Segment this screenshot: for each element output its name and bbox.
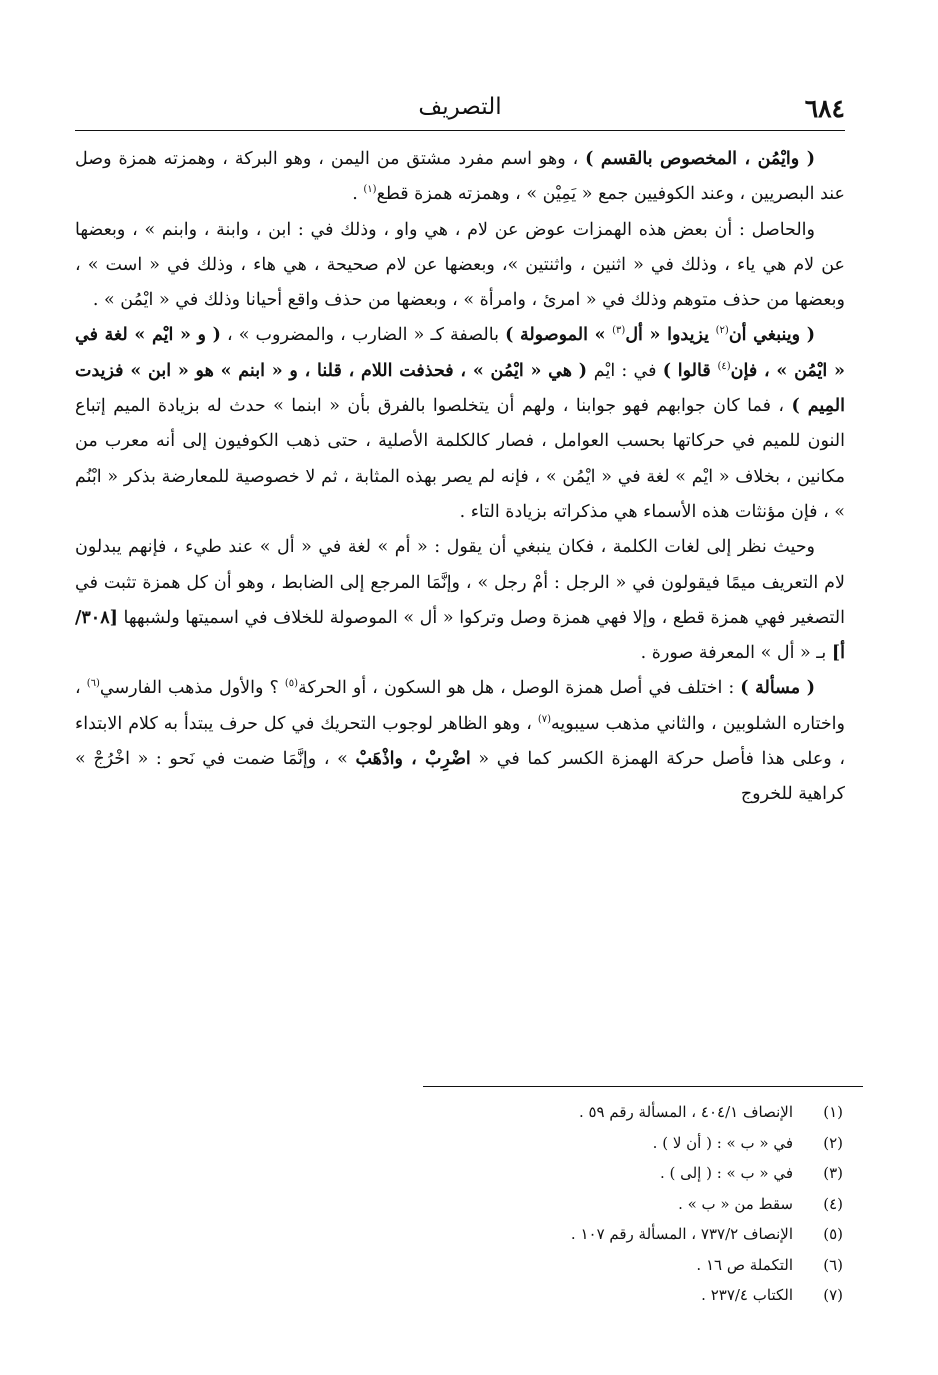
footnote-text: التكملة ص ١٦ . [696,1255,793,1274]
bold-term: ( وينبغي أن [728,325,815,346]
bold-term: يزيدوا « أل [625,325,716,346]
footnotes [243,1097,843,1311]
text-run: ، وهو الظاهر لوجوب التحريك في كل حرف يبتدأ به كلام الابتداء ، وعلى هذا فأصل حركة الهمزة الكسر كما في « [75,713,845,770]
running-title: التصريف [418,94,502,120]
footnote-number: (٦) [823,1255,843,1274]
page-number: ٦٨٤ [804,94,845,123]
footnote-item [243,1128,843,1159]
footnote-number: (٤) [823,1194,843,1213]
footnote-item [243,1280,843,1311]
text-run: : اختلف في أصل همزة الوصل ، هل هو السكون ، أو الحركة [298,678,741,699]
footnote-number: (٥) [823,1225,843,1243]
bold-term: ( و « ايْم » لغة في « ايْمُن » ، فإن [75,325,845,381]
footnote-text: سقط من « ب » . [678,1194,793,1213]
footnote-marker: (١) [363,184,377,196]
paragraph-question [75,671,845,812]
footnote-item [243,1219,843,1250]
footnote-marker: (٣) [612,325,626,337]
footnote-text: في « ب » : ( أن لا ) . [652,1133,793,1152]
footnote-marker: (٦) [86,678,100,690]
footnote-item [243,1158,843,1189]
bold-term: اضْرِبْ ، واذْهَبْ [355,749,471,770]
bold-term: ( هي « ايْمُن » ، فحذفت اللام ، قلنا ، و « ابنم » هو « ابن » فزيدت المِيم ) [75,360,845,417]
text-run: ، فما كان جوابهم فهو جوابنا ، ولهم أن يتخلصوا بالفرق بأن « ابنما » حدث له بزيادة الميم إتباع النون للميم في حركاتها بحسب العوامل ، فصار كالكلمة الأصلية ، حتى ذهب الكوفيون إلى أنه معرب من مكانين ، بخلاف « ايْم » لغة في « ايْمُن » ، فإنه لم يصر بهذه المثابة ، ثم لا خصوصية للمعارضة بذكر « ابْنُم » ، فإن مؤنثات هذه الأسماء هي مذكراته بزيادة التاء . [75,396,845,522]
footnote-text: الإنصاف ٧٣٧/٢ ، المسألة رقم ١٠٧ . [570,1225,793,1243]
text-run: بـ « أل » المعرفة صورة . [640,643,832,664]
text-run: ، وهو اسم مفرد مشتق من اليمن ، وهو البركة ، وهمزته همزة وصل عند البصريين ، وعند الكوفيين جمع « يَمِيْن » ، وهمزته همزة قطع [75,149,845,205]
paragraph-al-relative [75,318,845,530]
footnote-item [243,1189,843,1220]
footnote-item [243,1250,843,1281]
text-run: ؟ والأول مذهب الفارسي [99,678,285,699]
footnote-number: (٣) [823,1164,843,1182]
paragraph-conclusion: والحاصل : أن بعض هذه الهمزات عوض عن لام ، هي واو ، وذلك في : ابن ، وابنة ، وابنم » ، وبعضها عن لام هي ياء ، وذلك في « اثنين ، واثنتين »، وبعضها عن لام صحيحة ، هي هاء ، وذلك في « است » ، وبعضها من حذف متوهم وذلك في « امرئ ، وامرأة » ، وبعضها من حذف واقع أحيانا وذلك في « ايْمُن » . [75,219,845,311]
footnote-number: (٢) [823,1133,843,1152]
text-run: بالصفة كـ « الضارب ، والمضروب » ، [220,325,506,346]
bold-term: قالوا ) [662,360,718,381]
footnote-text: الإنصاف ٤٠٤/١ ، المسألة رقم ٥٩ . [578,1103,793,1121]
footnote-text: في « ب » : ( إلى ) . [659,1164,793,1182]
footnote-marker: (٢) [715,325,729,337]
footnote-text: الكتاب ٢٣٧/٤ . [701,1286,793,1304]
paragraph-language-variants [75,530,845,671]
manuscript-reference: [٣٠٨/أ] [75,607,845,664]
footnote-item [243,1097,843,1128]
main-text [75,142,845,1092]
footnote-marker: (٧) [537,713,552,725]
page-header [75,90,845,131]
bold-term: ( مسألة ) [740,678,816,699]
text-run: . [352,184,364,205]
footnote-number: (١) [823,1103,843,1121]
footnote-marker: (٤) [717,360,731,372]
paragraph-ayman [75,142,845,213]
text-run: في : ايْم [593,360,663,381]
bold-term: » الموصولة ) [505,325,613,346]
text-run: » ، وإنَّمَا ضمت في نَحو : « اخْرُجْ » كراهية للخروج [75,749,845,805]
footnote-separator [423,1086,863,1087]
footnote-number: (٧) [823,1286,843,1304]
footnote-marker: (٥) [284,678,299,690]
text-run: وحيث نظر إلى لغات الكلمة ، فكان ينبغي أن يقول : « أم » لغة في « أل » عند طيء ، فإنهم يبدلون لام التعريف ميمًا فيقولون في « الرجل : أمْ رجل » ، وإنَّمَا المرجع إلى الضابط ، وهو أن كل همزة تثبت في التصغير فهي همزة قطع ، وإلا فهي همزة وصل وتركوا « أل » الموصولة للخلاف في اسميتها ولشبهها [75,537,845,628]
text-run: ، واختاره الشلوبين ، والثاني مذهب سيبويه [75,678,845,734]
bold-term: ( وايْمُن ، المخصوص بالقسم ) [585,149,815,169]
